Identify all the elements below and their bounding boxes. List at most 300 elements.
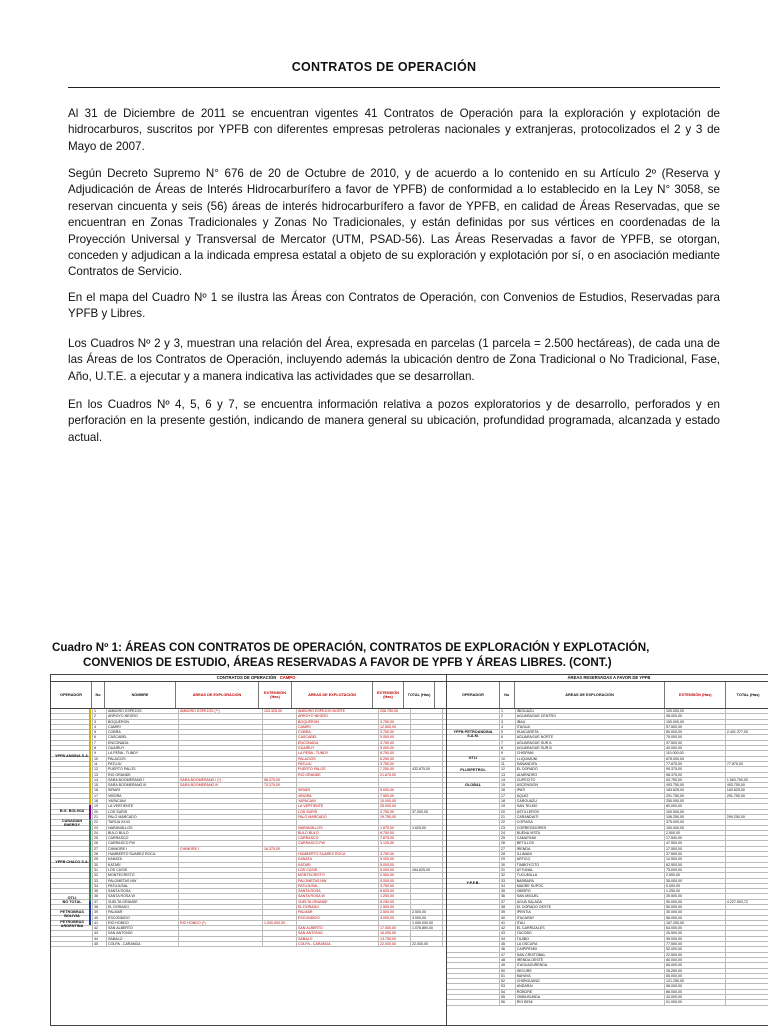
- paragraph-1: Al 31 de Diciembre de 2011 se encuentran vigentes 41 Contratos de Operación para la exploración y explotación de hidrocarburos, suscritos por YPFB con diferentes empresas petroleras nacionales y extranjeras, protocolizados el 2 y 3 de Mayo de 2007.: [68, 107, 720, 153]
- contracts-table-cell: 23: [93, 826, 107, 830]
- paragraph-3: En el mapa del Cuadro Nº 1 se ilustra las Áreas con Contratos de Operación, con Convenios de Estudios, Reservadas para YPFB y Libres.: [68, 291, 720, 321]
- contracts-table-cell: SARA BOOMERANG III: [107, 783, 179, 787]
- contracts-table-cell: [297, 783, 379, 787]
- contracts-table-cell: [51, 942, 93, 946]
- contracts-table-cell: SARA BOOMERANG I (*): [179, 778, 263, 782]
- contracts-table-cell: 5.000,00: [379, 868, 411, 872]
- contracts-table-cell: [179, 863, 263, 867]
- contracts-table-cell: [411, 799, 443, 803]
- reserved-table-cell: [447, 931, 500, 935]
- reserved-table-cell: 100.000,00: [665, 709, 726, 713]
- reserved-table-cell: SAN TELMO: [516, 804, 665, 808]
- contracts-table-cell: GUAIRUY: [297, 746, 379, 750]
- contracts-table-cell: [411, 863, 443, 867]
- reserved-table-cell: [447, 820, 500, 824]
- contracts-table-cell: 3.750,00: [379, 762, 411, 766]
- contracts-table-cell: [179, 788, 263, 792]
- reserved-table-cell: [447, 926, 500, 930]
- reserved-table-cell: BARBARA: [516, 879, 665, 883]
- reserved-table-cell: 6: [500, 735, 516, 739]
- contracts-table-cell: 19: [93, 804, 107, 808]
- contracts-table-cell: LOS CUSIS: [297, 868, 379, 872]
- reserved-table-cell: 12: [500, 767, 516, 771]
- contracts-table-cell: [263, 735, 297, 739]
- reserved-table-cell: MADRE SUPOC: [516, 884, 665, 888]
- reserved-table-cell: [726, 847, 768, 851]
- reserved-table-cell: [726, 799, 768, 803]
- contracts-table-cell: VIBORA: [107, 794, 179, 798]
- reserved-table-cell: 75.000,00: [665, 868, 726, 872]
- contracts-table-cell: PALMAR: [107, 910, 179, 914]
- reserved-table-cell: [726, 751, 768, 755]
- operator-label: PETROBRAS ARGENTINA: [60, 919, 84, 928]
- contracts-table-cell: 16.250,00: [379, 931, 411, 935]
- reserved-table-cell: [726, 804, 768, 808]
- reserved-table-header: [447, 682, 768, 709]
- contracts-table-cell: [263, 820, 297, 824]
- reserved-table-cell: [726, 953, 768, 957]
- reserved-table-cell: IPENTIA: [516, 910, 665, 914]
- reserved-table-cell: 2: [500, 714, 516, 718]
- reserved-table-cell: 291.750,00: [665, 794, 726, 798]
- contracts-table-cell: [263, 841, 297, 845]
- contracts-table-cell: [51, 937, 93, 941]
- col-areas-explotacion: ÁREAS DE EXPLOTACIÓN: [292, 682, 373, 708]
- contracts-table-cell: [411, 794, 443, 798]
- contracts-table-cell: [179, 799, 263, 803]
- rcol-areas: ÁREAS DE EXPLORACIÓN: [515, 682, 666, 708]
- rcol-extension: EXTENSIÓN (Has): [665, 682, 726, 708]
- reserved-table-cell: 675.000,00: [665, 757, 726, 761]
- reserved-table-cell: 29: [500, 857, 516, 861]
- reserved-table-cell: 17.500,00: [665, 847, 726, 851]
- contracts-table-cell: 13.750,00: [379, 937, 411, 941]
- contracts-table-cell: 3: [93, 720, 107, 724]
- contracts-table-cell: 10.000,00: [379, 799, 411, 803]
- reserved-table-cell: [726, 995, 768, 999]
- contracts-table-cell: 1.076.850,00: [411, 926, 443, 930]
- contracts-table-cell: [263, 868, 297, 872]
- reserved-table-cell: 99.375,00: [665, 767, 726, 771]
- contracts-table-cell: 22.000,00: [379, 942, 411, 946]
- contracts-table-cell: [263, 815, 297, 819]
- reserved-table-cell: ITAGUA: [516, 725, 665, 729]
- reserved-table-cell: [447, 953, 500, 957]
- reserved-table-cell: 299.250,00: [726, 815, 768, 819]
- reserved-table-cell: 64.000,00: [665, 926, 726, 930]
- reserved-table-cell: [726, 714, 768, 718]
- contracts-table-cell: [411, 788, 443, 792]
- reserved-table-cell: TACOBO: [516, 931, 665, 935]
- contracts-table-cell: 8.750,00: [379, 751, 411, 755]
- reserved-table-cell: 493.750,00: [726, 783, 768, 787]
- contracts-table-cell: 3.750,00: [379, 810, 411, 814]
- reserved-table-cell: 52.000,00: [665, 947, 726, 951]
- contracts-table-cell: [179, 841, 263, 845]
- reserved-table-cell: 18: [500, 799, 516, 803]
- contracts-table-cell: 3.750,00: [379, 884, 411, 888]
- contracts-table-cell: [179, 757, 263, 761]
- contracts-table-cell: 40: [93, 916, 107, 920]
- contracts-table-cell: [263, 720, 297, 724]
- contracts-table-cell: CARRASCO FW: [107, 841, 179, 845]
- reserved-table-cell: [447, 905, 500, 909]
- reserved-table-cell: SAN CRISTOBAL: [516, 953, 665, 957]
- contracts-table-cell: CAMIRI: [107, 725, 179, 729]
- reserved-table-cell: 110.000,00: [665, 751, 726, 755]
- contracts-table-cell: [179, 873, 263, 877]
- reserved-table-cell: 58.000,00: [665, 984, 726, 988]
- contracts-table-cell: 8.625,00: [379, 889, 411, 893]
- contracts-table-cell: GUAIRUY: [107, 746, 179, 750]
- contracts-table-cell: 2: [93, 714, 107, 718]
- contracts-table-cell: 28: [93, 852, 107, 856]
- contracts-table-cell: SAN ALBERTO: [107, 926, 179, 930]
- contracts-table-cell: [263, 857, 297, 861]
- document-title: CONTRATOS DE OPERACIÓN: [291, 60, 477, 74]
- contracts-table-cell: 31: [93, 868, 107, 872]
- reserved-table-cell: MAYAYA: [516, 974, 665, 978]
- contracts-table-cell: [411, 773, 443, 777]
- contracts-table-cell: CARRASCO FW: [297, 841, 379, 845]
- operator-label: BG TOTAL: [62, 900, 82, 905]
- contracts-table-cell: [179, 937, 263, 941]
- reserved-table-cell: ITAGUAZURENDA: [516, 963, 665, 967]
- contracts-table-cell: [51, 767, 93, 771]
- contracts-table-cell: 21.875,00: [379, 773, 411, 777]
- reserved-table-cell: 45: [500, 942, 516, 946]
- contracts-table-cell: [179, 905, 263, 909]
- contracts-table-cell: [263, 873, 297, 877]
- reserved-table-cell: 3: [500, 720, 516, 724]
- contracts-table-cell: 37.000,00: [411, 810, 443, 814]
- reserved-table-cell: EL DORADO: [516, 767, 665, 771]
- contracts-table-cell: 44: [93, 937, 107, 941]
- contracts-table-cell: 3.750,00: [379, 852, 411, 856]
- contracts-table-cell: [379, 714, 411, 718]
- reserved-table-cell: 75.000,00: [665, 735, 726, 739]
- contracts-table-cell: [179, 810, 263, 814]
- contracts-table-cell: [51, 889, 93, 893]
- contracts-table-cell: 41: [93, 921, 107, 925]
- reserved-table-cell: 80.000,00: [665, 958, 726, 962]
- contracts-table-cell: 38: [93, 905, 107, 909]
- contracts-table-cell: [411, 709, 443, 713]
- operator-label: GTLI: [67, 895, 77, 900]
- contracts-table-cell: [179, 884, 263, 888]
- reserved-table-cell: 13: [500, 773, 516, 777]
- contracts-table-cell: [51, 804, 93, 808]
- contracts-table-cell: [411, 905, 443, 909]
- reserved-table-cell: 16: [500, 788, 516, 792]
- reserved-table-cell: SAN MIGUEL: [516, 894, 665, 898]
- reserved-table-cell: [726, 974, 768, 978]
- reserved-table-cell: AYTUNAL: [516, 868, 665, 872]
- contracts-table-cell: 42: [93, 926, 107, 930]
- contracts-table-cell: 164.625,00: [411, 868, 443, 872]
- col-areas-exploracion: ÁREAS DE EXPLORACIÓN: [176, 682, 259, 708]
- reserved-table-cell: [726, 926, 768, 930]
- reserved-table-cell: ALMENDRO: [516, 773, 665, 777]
- contracts-table-cell: [51, 788, 93, 792]
- reserved-table-cell: 1.063.750,00: [726, 778, 768, 782]
- reserved-table-cell: [447, 788, 500, 792]
- contracts-table-cell: PATUJU: [107, 762, 179, 766]
- reserved-table-cell: 7: [500, 741, 516, 745]
- reserved-table-cell: 80.000,00: [665, 804, 726, 808]
- contracts-table-cell: [51, 778, 93, 782]
- contracts-table-cell: 37: [93, 900, 107, 904]
- contracts-table-cell: [263, 931, 297, 935]
- contracts-table-cell: SARA BOOMERANG III: [179, 783, 263, 787]
- contracts-table-cell: [411, 857, 443, 861]
- contracts-table-cell: 26: [93, 841, 107, 845]
- contracts-table-cell: VIBORA: [297, 794, 379, 798]
- contracts-table-cell: ESCONDIDO: [297, 916, 379, 920]
- reserved-table-cell: AGUA SALADA: [516, 900, 665, 904]
- contracts-table-cell: [51, 884, 93, 888]
- contracts-table-cell: 2.500,00: [379, 905, 411, 909]
- reserved-table-cell: 56: [500, 1000, 516, 1004]
- contracts-table-cell: PALO MARCADO: [297, 815, 379, 819]
- reserved-table-cell: [726, 916, 768, 920]
- contracts-table-cell: PATUJU: [297, 762, 379, 766]
- reserved-table-cell: 183.625,00: [726, 788, 768, 792]
- contracts-table-cell: [263, 810, 297, 814]
- contracts-table-cell: [263, 879, 297, 883]
- contracts-table-cell: LA VERTIENTE: [297, 804, 379, 808]
- reserved-table-cell: 5.000,00: [665, 884, 726, 888]
- contracts-table-cell: [411, 873, 443, 877]
- contracts-table-cell: 1.250,00: [379, 894, 411, 898]
- contracts-table-cell: [51, 794, 93, 798]
- contracts-table-cell: VUELTA GRANDE: [107, 900, 179, 904]
- contracts-table-cell: CAMIRI: [297, 725, 379, 729]
- reserved-table-cell: ANDARAI: [516, 984, 665, 988]
- contracts-table-cell: [263, 751, 297, 755]
- contracts-table-cell: [263, 773, 297, 777]
- cuadro-heading-line-1: Cuadro Nº 1: ÁREAS CON CONTRATOS DE OPERACIÓN, CONTRATOS DE EXPLORACIÓN Y EXPLOTACIÓN,: [52, 641, 650, 654]
- reserved-table-cell: [447, 937, 500, 941]
- contracts-table-cell: [263, 757, 297, 761]
- contracts-table-cell: [411, 852, 443, 856]
- operator-label: YPFB CHACO S.A.: [55, 859, 89, 864]
- reserved-table-cell: 77.875,00: [665, 762, 726, 766]
- contracts-table-cell: KATARI: [107, 863, 179, 867]
- contracts-table-cell: [179, 725, 263, 729]
- contracts-table-cell: RIO GRANDE: [107, 773, 179, 777]
- reserved-table-cell: [726, 905, 768, 909]
- contracts-table-subtitle: CAMPO: [279, 675, 296, 680]
- contracts-table-cell: [411, 757, 443, 761]
- reserved-table-cell: 150.000,00: [665, 720, 726, 724]
- contracts-table-cell: [51, 735, 93, 739]
- contracts-table-cell: VUELTA GRANDE: [297, 900, 379, 904]
- reserved-table-cell: 33: [500, 879, 516, 883]
- reserved-table-cell: 25: [500, 836, 516, 840]
- contracts-table-cell: CARRASCO: [107, 836, 179, 840]
- contracts-table-cell: [411, 762, 443, 766]
- contracts-table-cell: 21: [93, 815, 107, 819]
- contracts-table-cell: [51, 931, 93, 935]
- contracts-table-cell: [179, 826, 263, 830]
- contracts-table-cell: [51, 741, 93, 745]
- reserved-operator-label: YPFB PETROANDINA S.A.M.: [453, 730, 493, 739]
- reserved-table-cell: 39.500,00: [665, 894, 726, 898]
- reserved-table-cell: [447, 741, 500, 745]
- contracts-table-cell: [411, 815, 443, 819]
- reserved-table-cell: EL DORADO OESTE: [516, 905, 665, 909]
- contracts-table-cell: PALOMETAS NW: [297, 879, 379, 883]
- reserved-table-cell: AGUARAGUE CENTRO: [516, 714, 665, 718]
- reserved-table-cell: [726, 735, 768, 739]
- contracts-table-cell: [263, 730, 297, 734]
- contracts-table-cell: [51, 730, 93, 734]
- reserved-table-cell: [447, 804, 500, 808]
- contracts-table-cell: [263, 831, 297, 835]
- contracts-table-cell: HUMBERTO SUAREZ ROCA: [297, 852, 379, 856]
- reserved-table-cell: 10: [500, 757, 516, 761]
- reserved-table-cell: 31: [500, 868, 516, 872]
- paragraph-5: En los Cuadros Nº 4, 5, 6 y 7, se encuentra información relativa a pozos exploratorios y de desarrollo, perforados y en perforación en la presente gestión, indicando de manera general su ubicación, profundidad programada, alcanzada y estado actual.: [68, 398, 720, 444]
- reserved-table-cell: AGUARAGUE SUR B: [516, 746, 665, 750]
- reserved-table-cell: [726, 741, 768, 745]
- reserved-table-cell: [726, 857, 768, 861]
- contracts-table-cell: MONTECRISTO: [107, 873, 179, 877]
- contracts-table-cell: [179, 804, 263, 808]
- contracts-table-cell: 3.000,00: [379, 916, 411, 920]
- contracts-table-cell: SABALO: [107, 937, 179, 941]
- contracts-table-cell: 2.500,00: [411, 910, 443, 914]
- contracts-table-cell: [263, 926, 297, 930]
- reserved-operator-label: GTLI: [468, 756, 478, 761]
- contracts-table-cell: 20: [93, 810, 107, 814]
- col-operador: OPERADOR: [51, 682, 92, 708]
- contracts-table-cell: 73.375,00: [263, 783, 297, 787]
- contracts-table-cell: ARROYO NEGRO: [297, 714, 379, 718]
- reserved-table-cell: 37.500,00: [665, 852, 726, 856]
- contracts-table-cell: SIRARI: [107, 788, 179, 792]
- reserved-table-cell: 36: [500, 894, 516, 898]
- contracts-table-cell: 16.375,00: [263, 847, 297, 851]
- contracts-table-cell: [297, 847, 379, 851]
- contracts-table-cell: [411, 831, 443, 835]
- reserved-table-cell: 4.227.903,72: [726, 900, 768, 904]
- reserved-table-cell: [447, 794, 500, 798]
- contracts-table-cell: 27: [93, 847, 107, 851]
- contracts-table-cell: [179, 720, 263, 724]
- contracts-table-cell: [263, 942, 297, 946]
- reserved-table-cell: [447, 773, 500, 777]
- reserved-table-cell: IRENDA: [516, 847, 665, 851]
- reserved-table-cell: 47: [500, 953, 516, 957]
- contracts-table-cell: [179, 836, 263, 840]
- contracts-table-cell: [179, 741, 263, 745]
- reserved-table-cell: [726, 931, 768, 935]
- contracts-table-cell: [51, 799, 93, 803]
- contracts-table-cell: PALOMETAS NW: [107, 879, 179, 883]
- contracts-table-cell: CASCABEL: [107, 735, 179, 739]
- reserved-table-cell: 121.250,00: [665, 979, 726, 983]
- contracts-table-cell: LA PEÑA - TUNDY: [107, 751, 179, 755]
- reserved-table-cell: [447, 942, 500, 946]
- contracts-table-cell: [263, 767, 297, 771]
- title-divider: [68, 87, 720, 88]
- contracts-table-cell: [297, 820, 379, 824]
- reserved-table-cell: [447, 857, 500, 861]
- reserved-table-cell: [447, 751, 500, 755]
- contracts-table-cell: [51, 709, 93, 713]
- operator-color-bar: [89, 805, 91, 819]
- reserved-table-cell: BETILLOS: [516, 841, 665, 845]
- reserved-table-cell: [447, 852, 500, 856]
- reserved-table-cell: [726, 942, 768, 946]
- reserved-table-cell: [726, 884, 768, 888]
- contracts-table-cell: SAN ANTONIO: [107, 931, 179, 935]
- contracts-table-cell: NARANJILLOS: [297, 826, 379, 830]
- contracts-table-cell: [51, 847, 93, 851]
- reserved-table-cell: CAMATINDI: [516, 836, 665, 840]
- contracts-table-cell: [179, 879, 263, 883]
- reserved-table-cell: [447, 894, 500, 898]
- contracts-table-cell: [263, 741, 297, 745]
- reserved-table-cell: TAJIBO: [516, 937, 665, 941]
- contracts-table-cell: 9: [93, 751, 107, 755]
- contracts-table-cell: [379, 783, 411, 787]
- contracts-table-cell: 3.750,00: [379, 720, 411, 724]
- reserved-table-cell: [447, 863, 500, 867]
- reserved-table-cell: 48: [500, 958, 516, 962]
- contracts-table-cell: [179, 730, 263, 734]
- contracts-table-cell: 8: [93, 746, 107, 750]
- contracts-table-cell: 19.750,00: [379, 815, 411, 819]
- contracts-table-cell: 29: [93, 857, 107, 861]
- reserved-table-cell: [726, 709, 768, 713]
- contracts-table-cell: 208.750,00: [379, 709, 411, 713]
- reserved-table-cell: [726, 725, 768, 729]
- contracts-table-cell: 33: [93, 879, 107, 883]
- reserved-table-cell: 4: [500, 725, 516, 729]
- col-total: TOTAL (Has): [404, 682, 435, 708]
- reserved-table-cell: [447, 762, 500, 766]
- contracts-table-cell: [179, 751, 263, 755]
- contracts-table-cell: 5.000,00: [379, 788, 411, 792]
- contracts-table-cell: 13: [93, 773, 107, 777]
- contracts-table-cell: 2.500,00: [379, 910, 411, 914]
- reserved-table-cell: [726, 841, 768, 845]
- reserved-table-cell: IÑAU: [516, 720, 665, 724]
- contracts-table-cell: [411, 884, 443, 888]
- reserved-table-cell: [447, 984, 500, 988]
- reserved-table-cell: 93.750,00: [665, 778, 726, 782]
- reserved-table-cell: [447, 1000, 500, 1004]
- contracts-table-cell: LA PEÑA - TUNDY: [297, 751, 379, 755]
- contracts-table-cell: [411, 894, 443, 898]
- reserved-table-cell: [447, 873, 500, 877]
- contracts-table-cell: [179, 931, 263, 935]
- reserved-table-cell: 77.500,00: [665, 942, 726, 946]
- reserved-table-cell: [726, 836, 768, 840]
- contracts-table-cell: [179, 746, 263, 750]
- reserved-table-cell: 14: [500, 778, 516, 782]
- cuadro-heading-line-2: CONVENIOS DE ESTUDIO, ÁREAS RESERVADAS A FAVOR DE YPFB Y ÁREAS LIBRES. (CONT.): [83, 656, 612, 669]
- contracts-table-cell: 12.500,00: [379, 725, 411, 729]
- contracts-table-cell: [263, 762, 297, 766]
- reserved-table-cell: 41: [500, 921, 516, 925]
- reserved-table-cell: 11: [500, 762, 516, 766]
- contracts-table-cell: 3.000,00: [411, 916, 443, 920]
- contracts-table-cell: [263, 725, 297, 729]
